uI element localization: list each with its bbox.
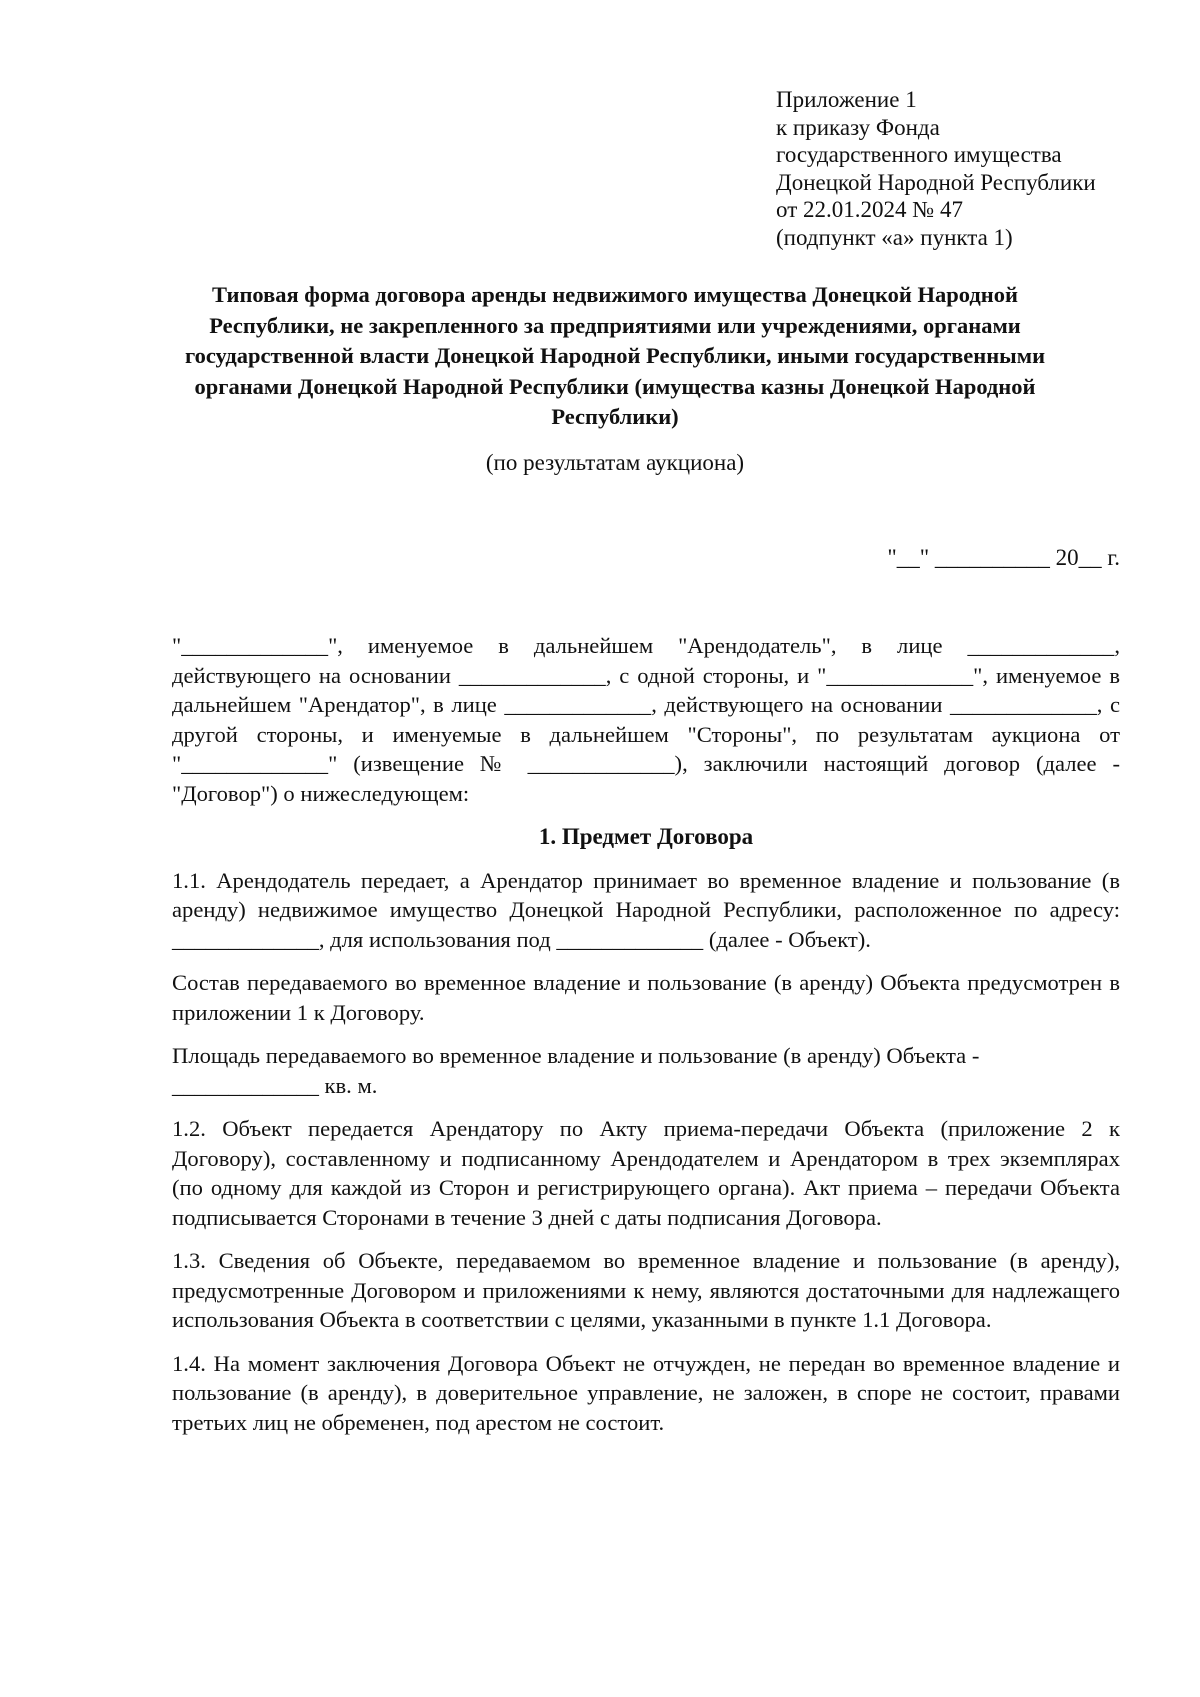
appendix-line: от 22.01.2024 № 47 xyxy=(776,197,963,222)
clause-area-value: _____________ кв. м. xyxy=(172,1072,378,1098)
appendix-line: Приложение 1 xyxy=(776,87,917,112)
clause-1-1: 1.1. Арендодатель передает, а Арендатор принимает во временное владение и пользование (в аренду) недвижимое имущество Донецкой Народной Республики, расположенное по адресу: _____________, для использования под _____________ (далее - Объект). xyxy=(172,867,1120,952)
appendix-line: Донецкой Народной Республики xyxy=(776,169,1096,195)
contract-body xyxy=(172,631,1120,1451)
intro-paragraph: "_____________", именуемое в дальнейшем "Арендодатель", в лице _____________, действующего на основании _____________, с одной стороны, и "_____________", именуемое в дальнейшем "Арендатор", в лице _____________, действующего на основании _____________, с другой стороны, и именуемые в дальнейшем "Стороны", по результатам аукциона от "_____________" (извещение № _____________), заключили настоящий договор (далее - "Договор") о нижеследующем: xyxy=(172,633,1120,806)
appendix-header xyxy=(776,86,1136,251)
clause-1-3: 1.3. Сведения об Объекте, передаваемом во временное владение и пользование (в аренду), предусмотренные Договором и приложениями к нему, являются достаточными для надлежащего использования Объекта в соответствии с целями, указанными в пункте 1.1 Договора. xyxy=(172,1248,1120,1332)
document-subtitle: (по результатам аукциона) xyxy=(485,450,745,475)
section-heading: 1. Предмет Договора xyxy=(538,824,754,849)
document-title: Типовая форма договора аренды недвижимого имущества Донецкой Народной Республики, не закрепленного за предприятиями или учреждениями, органами государственной власти Донецкой Народной Республики, иными государственными органами Донецкой Народной Республики (имущества казны Донецкой Народной Республики) xyxy=(184,282,1046,429)
date-line: "__" __________ 20__ г. xyxy=(887,545,1120,570)
appendix-line: (подпункт «а» пункта 1) xyxy=(776,224,1013,250)
clause-1-4: 1.4. На момент заключения Договора Объект не отчужден, не передан во временное владение и пользование (в аренду), в доверительное управление, не заложен, в споре не состоит, правами третьих лиц не обременен, под арестом не состоит. xyxy=(172,1350,1120,1435)
clause-1-2: 1.2. Объект передается Арендатору по Акту приема-передачи Объекта (приложение 2 к Договору), составленному и подписанному Арендодателем и Арендатором в трех экземплярах (по одному для каждой из Сторон и регистрирующего органа). Акт приема – передачи Объекта подписывается Сторонами в течение 3 дней с даты подписания Договора. xyxy=(172,1116,1120,1230)
clause-area: Площадь передаваемого во временное владение и пользование (в аренду) Объекта - xyxy=(172,1043,980,1068)
clause-composition: Состав передаваемого во временное владение и пользование (в аренду) Объекта предусмотрен в приложении 1 к Договору. xyxy=(172,970,1120,1025)
appendix-line: государственного имущества xyxy=(776,142,1062,167)
appendix-line: к приказу Фонда xyxy=(776,114,940,140)
